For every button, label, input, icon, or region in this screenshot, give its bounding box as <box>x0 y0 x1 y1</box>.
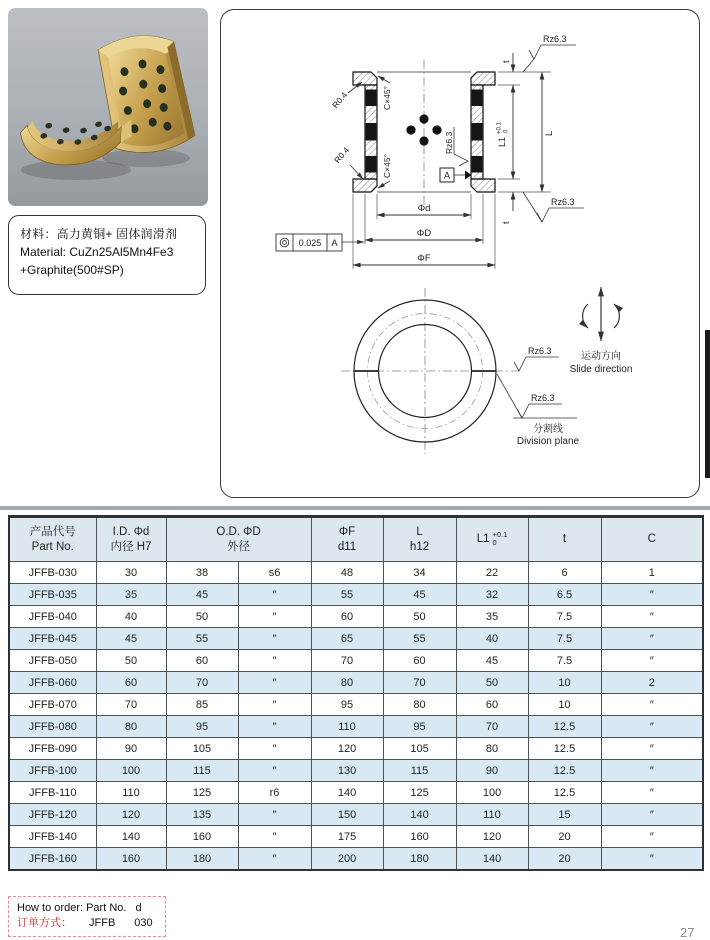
spec-cell: 32 <box>456 584 528 606</box>
dim-l1 <box>497 121 510 147</box>
product-photo <box>8 8 208 206</box>
spec-cell: 130 <box>311 760 383 782</box>
spec-cell: 65 <box>311 628 383 650</box>
part-no-cell: JFFB-060 <box>9 672 96 694</box>
spec-cell: 12.5 <box>528 738 601 760</box>
spec-cell: ″ <box>601 716 703 738</box>
roughness-top-right <box>523 34 576 72</box>
order-series-code: JFFB <box>89 917 116 929</box>
flange-bottom-right <box>471 179 495 192</box>
spec-cell: ″ <box>601 694 703 716</box>
dim-t-top: t <box>501 60 511 63</box>
spec-cell: 50 <box>166 606 238 628</box>
spec-cell: 6.5 <box>528 584 601 606</box>
col-f: ΦF d11 <box>311 517 383 562</box>
spec-cell: 10 <box>528 672 601 694</box>
spec-cell: 40 <box>96 606 166 628</box>
r04-label: R0.4 <box>330 89 350 111</box>
page-edge-tab <box>705 330 710 478</box>
spec-cell: ″ <box>601 606 703 628</box>
spec-cell: 120 <box>96 804 166 826</box>
r04-label: R0.4 <box>332 144 352 166</box>
how-to-order-box <box>8 896 166 937</box>
spec-cell: ″ <box>601 628 703 650</box>
spec-cell: 45 <box>456 650 528 672</box>
spec-cell: ″ <box>238 716 311 738</box>
front-view <box>341 287 632 454</box>
order-line-1: How to order: Part No. d <box>17 902 142 914</box>
spec-cell: 110 <box>456 804 528 826</box>
spec-cell: ″ <box>238 848 311 871</box>
l1-sub: 0 <box>503 129 510 133</box>
spec-cell: 80 <box>456 738 528 760</box>
col-l1: L1 +0.1 0 <box>456 517 528 562</box>
spec-cell: 140 <box>383 804 456 826</box>
order-size-code: 030 <box>134 917 153 929</box>
roughness-division-2 <box>517 393 562 418</box>
table-row <box>9 628 703 650</box>
tolerance-value: 0.025 <box>298 238 322 248</box>
table-row <box>9 672 703 694</box>
spec-cell: ″ <box>238 606 311 628</box>
spec-cell: 38 <box>166 562 238 584</box>
spec-cell: ″ <box>601 738 703 760</box>
table-row <box>9 804 703 826</box>
spec-cell: 125 <box>166 782 238 804</box>
rz-label: Rz6.3 <box>531 393 555 403</box>
spec-cell: 70 <box>96 694 166 716</box>
spec-cell: ″ <box>238 628 311 650</box>
spec-cell: ″ <box>238 650 311 672</box>
spec-cell: ″ <box>238 672 311 694</box>
spec-cell: 80 <box>96 716 166 738</box>
spec-cell: 70 <box>456 716 528 738</box>
spec-cell: 50 <box>96 650 166 672</box>
spec-cell: 2 <box>601 672 703 694</box>
spec-cell: 50 <box>383 606 456 628</box>
table-row <box>9 826 703 848</box>
table-row <box>9 716 703 738</box>
roughness-mid-right <box>523 192 584 222</box>
spec-cell: 140 <box>311 782 383 804</box>
spec-cell: 105 <box>383 738 456 760</box>
spec-cell: 50 <box>456 672 528 694</box>
col-l: L h12 <box>383 517 456 562</box>
spec-cell: 10 <box>528 694 601 716</box>
rz-label: Rz6.3 <box>543 34 567 44</box>
bushing-photo-illustration <box>8 8 208 206</box>
part-no-cell: JFFB-035 <box>9 584 96 606</box>
spec-cell: 180 <box>166 848 238 871</box>
spec-cell: 125 <box>383 782 456 804</box>
spec-cell: 115 <box>383 760 456 782</box>
part-no-cell: JFFB-090 <box>9 738 96 760</box>
spec-cell: 95 <box>311 694 383 716</box>
spec-cell: ″ <box>238 738 311 760</box>
l1-label: L1 <box>497 136 507 147</box>
radius-callout-top <box>330 82 362 110</box>
spec-cell: 80 <box>311 672 383 694</box>
dim-t-bottom: t <box>501 221 511 224</box>
spec-cell: ″ <box>601 826 703 848</box>
table-row <box>9 650 703 672</box>
spec-cell: ″ <box>601 650 703 672</box>
spec-cell: 60 <box>456 694 528 716</box>
spec-cell: r6 <box>238 782 311 804</box>
spec-cell: ″ <box>238 826 311 848</box>
spec-cell: 7.5 <box>528 628 601 650</box>
part-no-cell: JFFB-140 <box>9 826 96 848</box>
spec-cell: 20 <box>528 848 601 871</box>
spec-cell: ″ <box>601 804 703 826</box>
spec-table <box>8 515 704 871</box>
table-row <box>9 848 703 871</box>
spec-cell: 60 <box>166 650 238 672</box>
division-plane-cn: 分割线 <box>533 424 563 435</box>
spec-cell: 85 <box>166 694 238 716</box>
spec-cell: ″ <box>238 804 311 826</box>
spec-cell: 7.5 <box>528 606 601 628</box>
spec-cell: 40 <box>456 628 528 650</box>
table-row <box>9 584 703 606</box>
spec-cell: 70 <box>166 672 238 694</box>
spec-cell: 80 <box>383 694 456 716</box>
material-line-cn: 材料：高力黄铜+ 固体润滑剂 <box>20 227 178 241</box>
col-c: C <box>601 517 703 562</box>
table-row <box>9 606 703 628</box>
table-row <box>9 738 703 760</box>
table-row <box>9 694 703 716</box>
spec-cell: 60 <box>311 606 383 628</box>
spec-cell: 160 <box>96 848 166 871</box>
part-no-cell: JFFB-110 <box>9 782 96 804</box>
roughness-division-1 <box>514 346 559 371</box>
tolerance-frame <box>276 234 364 251</box>
spec-cell: 160 <box>166 826 238 848</box>
spec-cell: 180 <box>383 848 456 871</box>
spec-cell: 150 <box>311 804 383 826</box>
spec-cell: ″ <box>238 760 311 782</box>
spec-cell: 90 <box>96 738 166 760</box>
order-label-cn: 订单方式： <box>17 917 72 929</box>
part-no-cell: JFFB-080 <box>9 716 96 738</box>
spec-cell: 90 <box>456 760 528 782</box>
spec-cell: 135 <box>166 804 238 826</box>
spec-cell: 95 <box>166 716 238 738</box>
technical-drawing <box>221 10 698 496</box>
spec-cell: 140 <box>456 848 528 871</box>
chamfer-callout-top <box>378 76 392 110</box>
spec-cell: 20 <box>528 826 601 848</box>
spec-cell: 115 <box>166 760 238 782</box>
table-row <box>9 782 703 804</box>
dim-body-od: ΦD <box>416 228 432 239</box>
technical-drawing-panel <box>220 9 700 498</box>
datum-flag <box>440 168 472 182</box>
spec-cell: 22 <box>456 562 528 584</box>
spec-cell: 48 <box>311 562 383 584</box>
flange-bottom-left <box>353 179 377 192</box>
spec-cell: 60 <box>96 672 166 694</box>
radius-callout-bottom <box>332 145 363 179</box>
part-no-cell: JFFB-050 <box>9 650 96 672</box>
spec-cell: 12.5 <box>528 760 601 782</box>
material-line-en: Material: CuZn25Al5Mn4Fe3 <box>20 245 174 259</box>
dim-l: L <box>544 130 555 136</box>
spec-table-body <box>9 562 703 871</box>
spec-cell: 55 <box>166 628 238 650</box>
spec-cell: 35 <box>456 606 528 628</box>
l1-sup: +0.1 <box>496 122 503 134</box>
page-number: 27 <box>680 925 695 940</box>
part-no-cell: JFFB-160 <box>9 848 96 871</box>
col-id: I.D. Φd 内径 H7 <box>96 517 166 562</box>
slide-direction-icon <box>583 287 620 341</box>
flange-top-right <box>471 72 495 85</box>
spec-cell: 55 <box>311 584 383 606</box>
spec-cell: 100 <box>456 782 528 804</box>
spec-cell: 45 <box>383 584 456 606</box>
tolerance-datum: A <box>331 238 338 248</box>
spec-cell: 15 <box>528 804 601 826</box>
spec-cell: 6 <box>528 562 601 584</box>
spec-cell: 200 <box>311 848 383 871</box>
table-row <box>9 562 703 584</box>
chamfer-callout-bottom <box>378 154 392 188</box>
spec-cell: 12.5 <box>528 716 601 738</box>
part-no-cell: JFFB-100 <box>9 760 96 782</box>
cross-section-view <box>276 34 584 269</box>
spec-cell: ″ <box>601 782 703 804</box>
spec-cell: 110 <box>96 782 166 804</box>
spec-cell: 34 <box>383 562 456 584</box>
part-no-cell: JFFB-045 <box>9 628 96 650</box>
rz-label: Rz6.3 <box>444 131 454 154</box>
spec-cell: ″ <box>601 584 703 606</box>
spec-cell: 120 <box>456 826 528 848</box>
spec-cell: 160 <box>383 826 456 848</box>
spec-cell: 30 <box>96 562 166 584</box>
spec-cell: 110 <box>311 716 383 738</box>
part-no-cell: JFFB-070 <box>9 694 96 716</box>
flange-top-left <box>353 72 377 85</box>
division-plane-en: Division plane <box>516 436 580 447</box>
spec-cell: 100 <box>96 760 166 782</box>
part-no-cell: JFFB-030 <box>9 562 96 584</box>
spec-cell: s6 <box>238 562 311 584</box>
spec-cell: 175 <box>311 826 383 848</box>
spec-cell: 95 <box>383 716 456 738</box>
section-divider <box>0 506 710 510</box>
material-line-graphite: +Graphite(500#SP) <box>20 263 124 277</box>
c45-label: C×45° <box>382 86 392 110</box>
datum-a-label: A <box>443 170 451 181</box>
spec-cell: ″ <box>238 584 311 606</box>
spec-cell: 70 <box>311 650 383 672</box>
spec-cell: 120 <box>311 738 383 760</box>
spec-cell: 45 <box>96 628 166 650</box>
slide-direction-cn: 运动方向 <box>581 351 621 362</box>
rz-label: Rz6.3 <box>528 346 552 356</box>
spec-cell: 35 <box>96 584 166 606</box>
roughness-bore <box>444 127 468 166</box>
order-line-2 <box>17 916 157 931</box>
spec-cell: 55 <box>383 628 456 650</box>
dim-bore: Φd <box>417 203 431 214</box>
spec-cell: 140 <box>96 826 166 848</box>
col-t: t <box>528 517 601 562</box>
table-row <box>9 760 703 782</box>
col-part-no: 产品代号 Part No. <box>9 517 96 562</box>
part-no-cell: JFFB-120 <box>9 804 96 826</box>
part-no-cell: JFFB-040 <box>9 606 96 628</box>
dim-flange-od: ΦF <box>417 253 431 264</box>
spec-cell: 45 <box>166 584 238 606</box>
col-od: O.D. ΦD 外径 <box>166 517 311 562</box>
spec-cell: 105 <box>166 738 238 760</box>
spec-cell: 7.5 <box>528 650 601 672</box>
spec-cell: 60 <box>383 650 456 672</box>
rz-label: Rz6.3 <box>551 197 575 207</box>
spec-cell: 1 <box>601 562 703 584</box>
spec-cell: ″ <box>601 760 703 782</box>
slide-direction-en: Slide direction <box>569 364 633 375</box>
spec-table-header <box>9 517 703 562</box>
spec-cell: ″ <box>601 848 703 871</box>
spec-cell: 70 <box>383 672 456 694</box>
material-note <box>8 215 206 295</box>
spec-cell: 12.5 <box>528 782 601 804</box>
c45-label: C×45° <box>382 154 392 178</box>
spec-cell: ″ <box>238 694 311 716</box>
order-dim-letter: d <box>135 902 142 914</box>
